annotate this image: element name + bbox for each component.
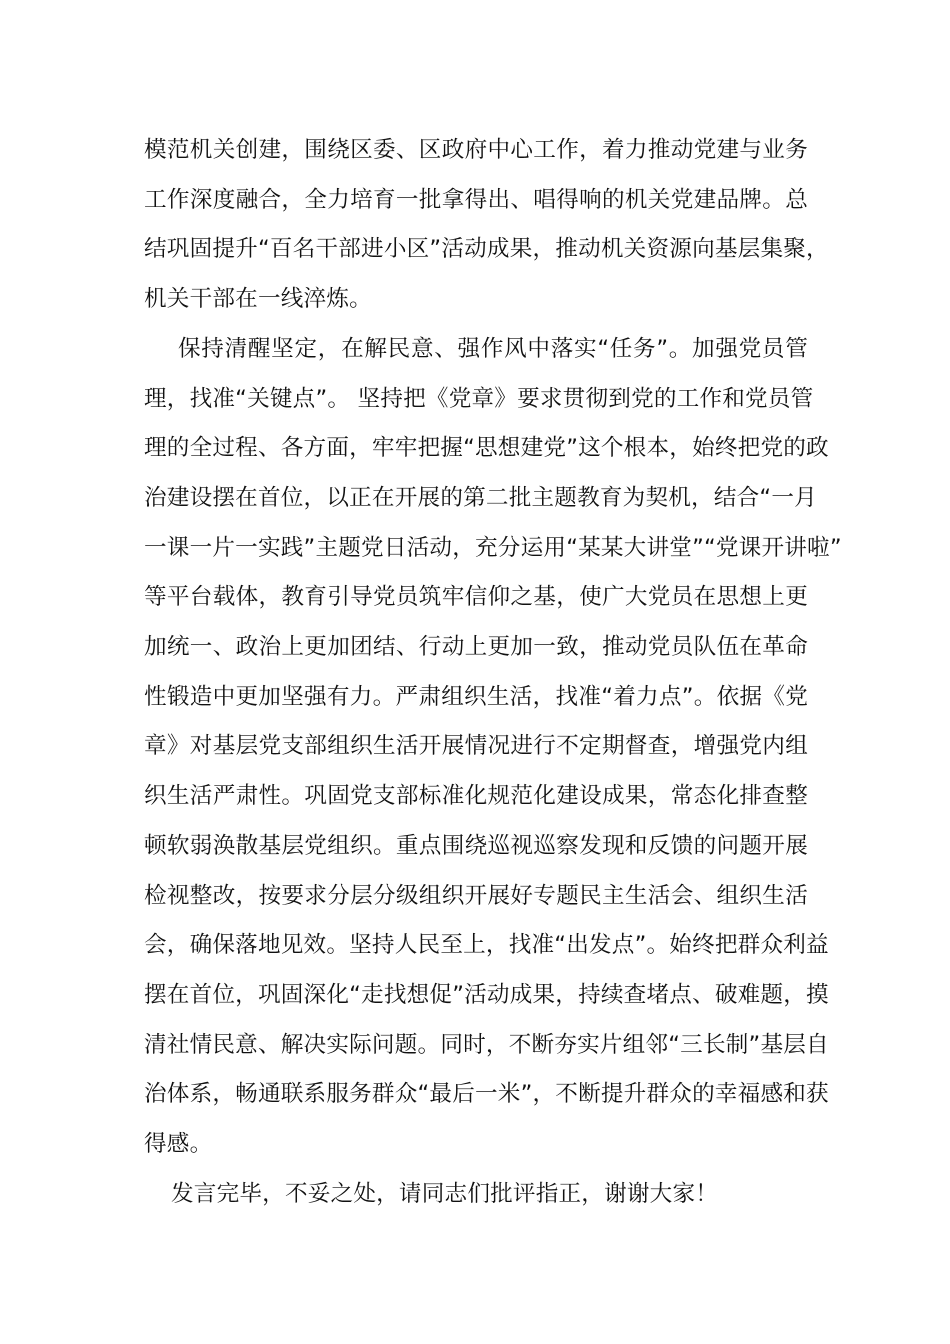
- text-line: 等平台载体，教育引导党员筑牢信仰之基，使广大党员在思想上更: [144, 584, 808, 611]
- text-line: 发言完毕，不妥之处，请同志们批评指正，谢谢大家！: [171, 1180, 719, 1207]
- text-line: 性锻造中更加坚强有力。严肃组织生活，找准“着力点”。依据《党: [144, 683, 808, 710]
- text-line: 保持清醒坚定，在解民意、强作风中落实“任务”。加强党员管: [178, 335, 808, 362]
- paragraph-3: [144, 1170, 808, 1220]
- text-line: 章》对基层党支部组织生活开展情况进行不定期督查，增强党内组: [144, 733, 808, 760]
- text-line: 会，确保落地见效。坚持人民至上，找准“出发点”。始终把群众利益: [144, 932, 829, 959]
- text-line: 得感。: [144, 1131, 213, 1158]
- text-line: 模范机关创建，围绕区委、区政府中心工作，着力推动党建与业务: [144, 137, 808, 163]
- paragraph-2: [144, 325, 842, 1170]
- text-line: 治建设摆在首位，以正在开展的第二批主题教育为契机，结合“一月: [144, 484, 817, 511]
- text-line: 摆在首位，巩固深化“走找想促”活动成果，持续查堵点、破难题，摸: [144, 981, 829, 1008]
- text-line: 理的全过程、各方面，牢牢把握“思想建党”这个根本，始终把党的政: [144, 435, 829, 462]
- text-line: 顿软弱涣散基层党组织。重点围绕巡视巡察发现和反馈的问题开展: [144, 832, 808, 859]
- text-line: 清社情民意、解决实际问题。同时，不断夯实片组邻“三长制”基层自: [144, 1031, 829, 1058]
- text-line: 工作深度融合，全力培育一批拿得出、唱得响的机关党建品牌。总: [144, 186, 808, 213]
- text-line: 理，找准“关键点”。 坚持把《党章》要求贯彻到党的工作和党员管: [144, 385, 814, 412]
- text-line: 加统一、政治上更加团结、行动上更加一致，推动党员队伍在革命: [144, 634, 808, 661]
- text-line: 一课一片一实践”主题党日活动，充分运用“某某大讲堂”“党课开讲啦”: [144, 534, 842, 561]
- text-line: 机关干部在一线淬炼。: [144, 286, 372, 313]
- text-line: 织生活严肃性。巩固党支部标准化规范化建设成果，常态化排查整: [144, 783, 808, 810]
- paragraph-1: [144, 126, 829, 325]
- text-line: 治体系，畅通联系服务群众“最后一米”，不断提升群众的幸福感和获: [144, 1081, 829, 1108]
- body-text: [144, 126, 842, 1219]
- text-line: 结巩固提升“百名干部进小区”活动成果，推动机关资源向基层集聚，: [144, 236, 829, 263]
- text-line: 检视整改，按要求分层分级组织开展好专题民主生活会、组织生活: [144, 882, 808, 909]
